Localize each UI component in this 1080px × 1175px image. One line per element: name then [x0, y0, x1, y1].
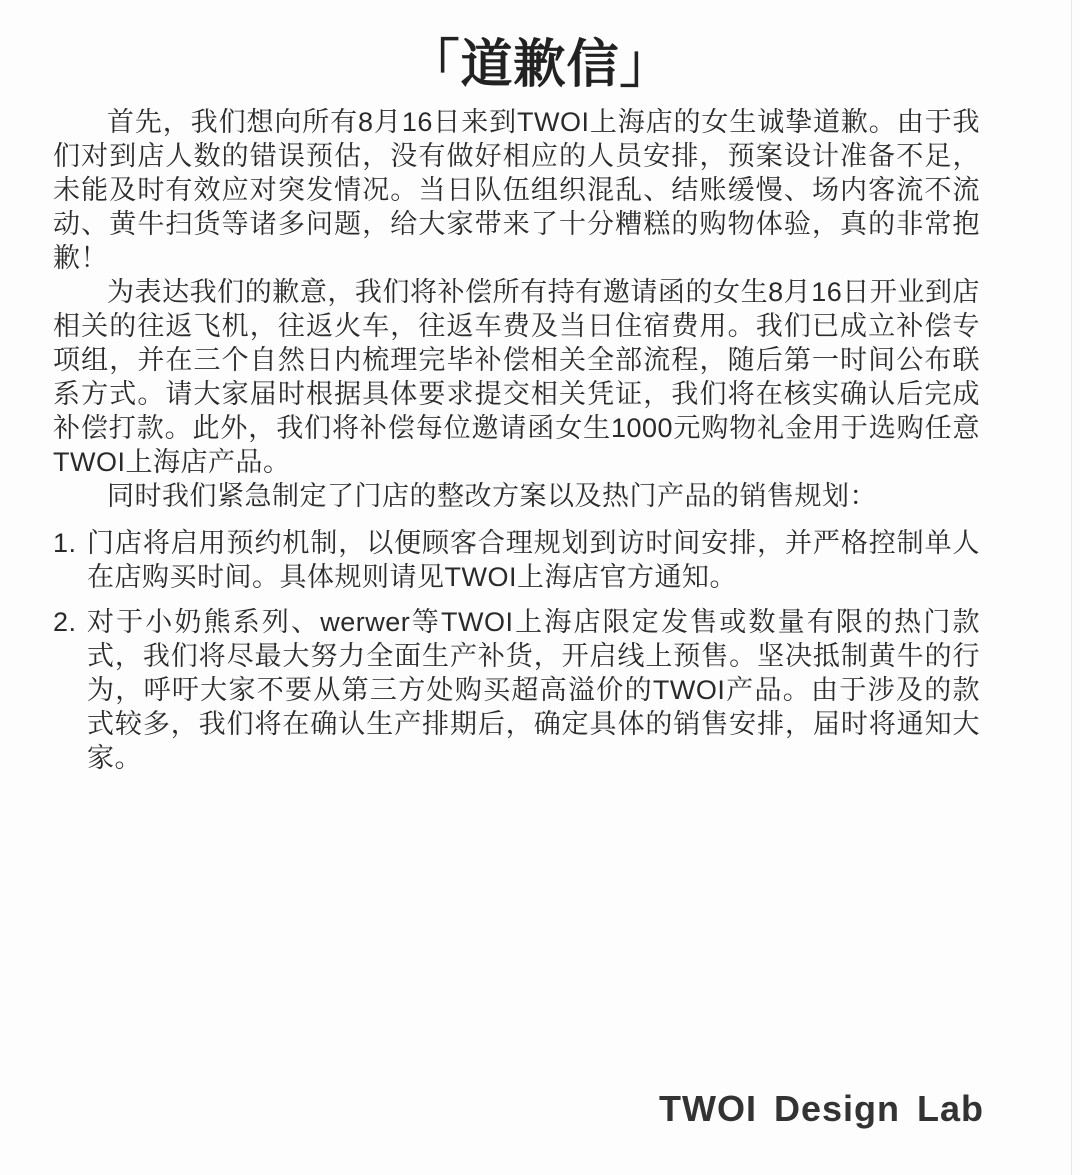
plan-list [53, 526, 980, 775]
list-item [53, 605, 980, 775]
letter-body [0, 105, 1080, 775]
list-item-number: 1. [53, 528, 77, 558]
page-title: 「道歉信」 [407, 36, 673, 94]
list-item-text: 门店将启用预约机制，以便顾客合理规划到访时间安排，并严格控制单人在店购买时间。具体规则请见TWOI上海店官方通知。 [87, 528, 980, 592]
paragraph-compensation: 为表达我们的歉意，我们将补偿所有持有邀请函的女生8月16日开业到店相关的往返飞机，往返火车，往返车费及当日住宿费用。我们已成立补偿专项组，并在三个自然日内梳理完毕补偿相关全部流程，随后第一时间公布联系方式。请大家届时根据具体要求提交相关凭证，我们将在核实确认后完成补偿打款。此外，我们将补偿每位邀请函女生1000元购物礼金用于选购任意TWOI上海店产品。 [53, 277, 980, 477]
brand-signature: TWOI Design Lab [658, 1088, 984, 1129]
list-item-number: 2. [53, 607, 77, 637]
page-edge-divider [1071, 0, 1072, 1175]
list-item [53, 526, 980, 594]
list-item-text: 对于小奶熊系列、werwer等TWOI上海店限定发售或数量有限的热门款式，我们将尽最大努力全面生产补货，开启线上预售。坚决抵制黄牛的行为，呼吁大家不要从第三方处购买超高溢价的TWOI产品。由于涉及的款式较多，我们将在确认生产排期后，确定具体的销售安排，届时将通知大家。 [87, 607, 980, 773]
paragraph-plan-intro: 同时我们紧急制定了门店的整改方案以及热门产品的销售规划： [107, 481, 877, 511]
paragraph-apology: 首先，我们想向所有8月16日来到TWOI上海店的女生诚挚道歉。由于我们对到店人数的错误预估，没有做好相应的人员安排，预案设计准备不足，未能及时有效应对突发情况。当日队伍组织混乱、结账缓慢、场内客流不流动、黄牛扫货等诸多问题，给大家带来了十分糟糕的购物体验，真的非常抱歉！ [53, 107, 980, 273]
